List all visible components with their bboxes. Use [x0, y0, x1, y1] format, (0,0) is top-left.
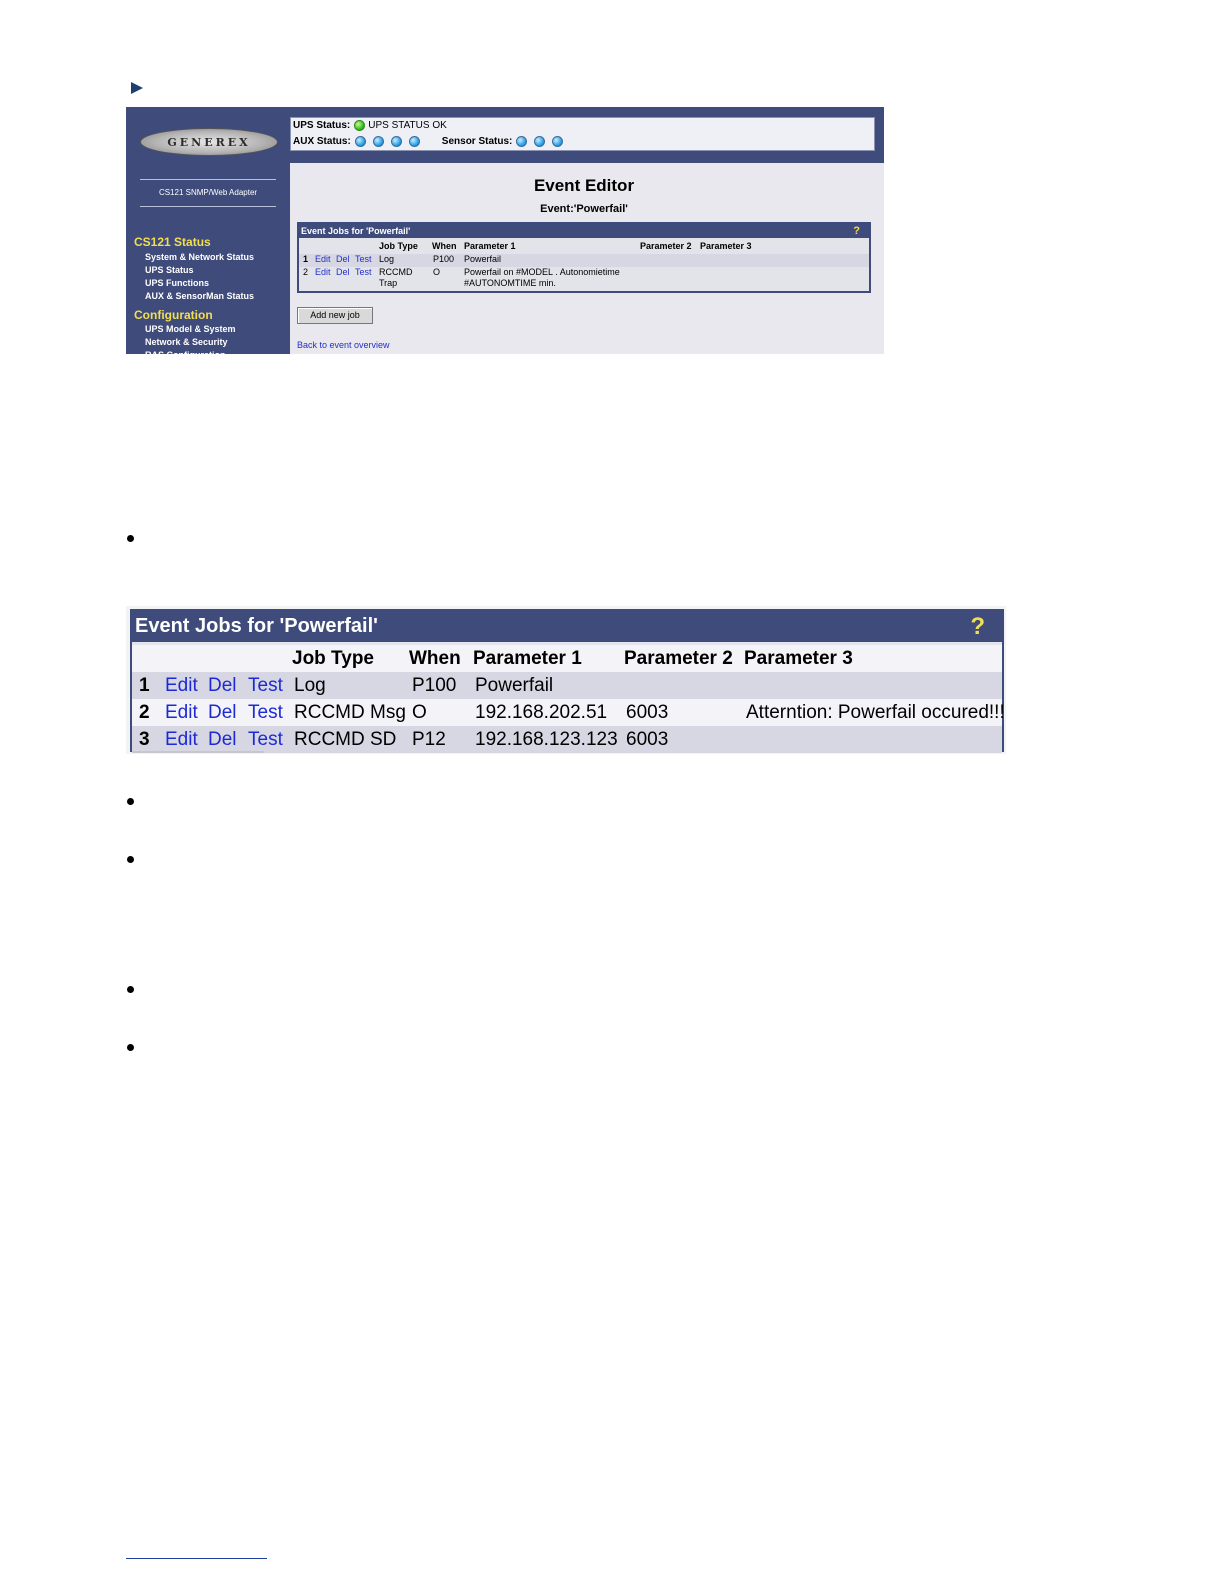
- column-header: Parameter 3: [744, 648, 853, 669]
- column-header: Parameter 1: [473, 648, 582, 669]
- event-jobs-zoom-screenshot: [126, 606, 1006, 754]
- delete-link[interactable]: Del: [336, 267, 350, 277]
- event-jobs-panel: [297, 222, 871, 293]
- status-heading: CS121 Status: [134, 235, 211, 249]
- sidebar-item-aux-sensorman-status[interactable]: AUX & SensorMan Status: [145, 291, 255, 301]
- sensor-led-icon: [516, 136, 527, 147]
- column-header: When: [432, 241, 457, 251]
- page-title: Event Editor: [533, 176, 635, 195]
- event-subtitle: Event:'Powerfail': [540, 203, 628, 215]
- column-header: Parameter 2: [624, 648, 733, 669]
- delete-link[interactable]: Del: [208, 729, 237, 750]
- bullet-icon: [127, 798, 134, 805]
- edit-link[interactable]: Edit: [165, 675, 198, 696]
- bullet-icon: [127, 1044, 134, 1051]
- test-link[interactable]: Test: [248, 702, 283, 723]
- row-number: 1: [139, 675, 150, 696]
- delete-link[interactable]: Del: [208, 675, 237, 696]
- adapter-label: CS121 SNMP/Web Adapter: [140, 179, 276, 207]
- event-jobs-title: Event Jobs for 'Powerfail': [135, 615, 378, 637]
- job-type: Log: [294, 675, 326, 696]
- test-link[interactable]: Test: [248, 729, 283, 750]
- edit-link[interactable]: Edit: [315, 267, 331, 277]
- aux-led-icon: [409, 136, 420, 147]
- job-type: RCCMD SD: [294, 729, 397, 750]
- table-header-row: [132, 645, 1002, 672]
- delete-link[interactable]: Del: [208, 702, 237, 723]
- table-row: [132, 672, 1002, 699]
- table-row: [299, 254, 869, 267]
- row-number: 2: [303, 267, 309, 277]
- job-type: RCCMD Msg: [294, 702, 406, 723]
- test-link[interactable]: Test: [355, 267, 372, 277]
- divider: [132, 751, 264, 753]
- aux-status-label: AUX Status:: [293, 136, 351, 147]
- delete-link[interactable]: Del: [336, 254, 350, 264]
- footnote-separator: [126, 1558, 267, 1559]
- job-when: P12: [412, 729, 446, 750]
- event-jobs-header: [299, 224, 869, 238]
- event-editor-screenshot: [126, 107, 884, 360]
- table-row: [132, 699, 1005, 726]
- column-header: Parameter 2: [640, 241, 692, 251]
- job-parameter-1: Powerfail on #MODEL . Autonomietime: [464, 267, 620, 277]
- help-icon[interactable]: ?: [970, 613, 985, 640]
- row-number: 2: [139, 702, 150, 723]
- configuration-heading: Configuration: [134, 308, 213, 322]
- job-parameter-1: Powerfail: [464, 254, 502, 264]
- job-parameter-2: 6003: [626, 729, 669, 750]
- column-header: Job Type: [379, 241, 418, 251]
- bullet-icon: [127, 535, 134, 542]
- edit-link[interactable]: Edit: [165, 702, 198, 723]
- row-number: 3: [139, 729, 150, 750]
- job-type-line-2: Trap: [379, 278, 398, 288]
- column-header: Parameter 1: [464, 241, 516, 251]
- add-new-job-button[interactable]: Add new job: [297, 307, 373, 324]
- column-header: When: [409, 648, 461, 669]
- job-type: RCCMD: [379, 267, 413, 277]
- event-jobs-title: Event Jobs for 'Powerfail': [301, 226, 411, 236]
- aux-led-icon: [391, 136, 402, 147]
- sidebar-item-ups-status[interactable]: UPS Status: [145, 265, 194, 275]
- sidebar-item-network-security[interactable]: Network & Security: [145, 337, 228, 347]
- help-icon[interactable]: ?: [853, 225, 860, 237]
- main-content: [290, 163, 884, 354]
- job-parameter-1: Powerfail: [475, 675, 554, 696]
- job-when: O: [412, 702, 427, 723]
- sidebar-item-ras-configuration[interactable]: RAS Configuration: [145, 350, 226, 360]
- sensor-status-label: Sensor Status:: [441, 136, 513, 147]
- table-row: [299, 267, 869, 291]
- ups-status-value: UPS STATUS OK: [368, 120, 447, 131]
- job-when: P100: [412, 675, 457, 696]
- edit-link[interactable]: Edit: [165, 729, 198, 750]
- sidebar-item-ups-model-system[interactable]: UPS Model & System: [145, 324, 236, 334]
- aux-status-line: [293, 136, 570, 147]
- ups-status-led-icon: [354, 120, 365, 131]
- job-when: P100: [433, 254, 455, 264]
- job-parameter-2: 6003: [626, 702, 669, 723]
- job-parameter-1: 192.168.202.51: [475, 702, 608, 723]
- bullet-icon: [127, 856, 134, 863]
- column-header: Parameter 3: [700, 241, 752, 251]
- triangle-arrow-icon: [131, 82, 143, 94]
- event-jobs-panel: [130, 609, 1004, 752]
- aux-led-icon: [355, 136, 366, 147]
- generex-logo: GENEREX: [140, 128, 278, 156]
- sidebar: [126, 107, 290, 360]
- job-parameter-1: 192.168.123.123: [475, 729, 618, 750]
- job-parameter-1-line-2: #AUTONOMTIME min.: [464, 278, 556, 288]
- job-when: O: [433, 267, 441, 277]
- test-link[interactable]: Test: [355, 254, 372, 264]
- bullet-icon: [127, 986, 134, 993]
- test-link[interactable]: Test: [248, 675, 283, 696]
- column-header: Job Type: [292, 648, 374, 669]
- sensor-led-icon: [534, 136, 545, 147]
- sidebar-item-ups-functions[interactable]: UPS Functions: [145, 278, 210, 288]
- sidebar-item-system-network-status[interactable]: System & Network Status: [145, 252, 255, 262]
- job-parameter-3: Atterntion: Powerfail occured!!!: [746, 702, 1005, 723]
- status-panel: [290, 117, 875, 151]
- event-jobs-header: [132, 611, 1002, 642]
- aux-led-icon: [373, 136, 384, 147]
- table-row: [132, 726, 1002, 753]
- edit-link[interactable]: Edit: [315, 254, 331, 264]
- row-number: 1: [303, 254, 309, 264]
- back-to-event-overview-link[interactable]: Back to event overview: [297, 340, 390, 350]
- job-type: Log: [379, 254, 395, 264]
- ups-status-line: [293, 120, 447, 131]
- ups-status-label: UPS Status:: [293, 120, 351, 131]
- sensor-led-icon: [552, 136, 563, 147]
